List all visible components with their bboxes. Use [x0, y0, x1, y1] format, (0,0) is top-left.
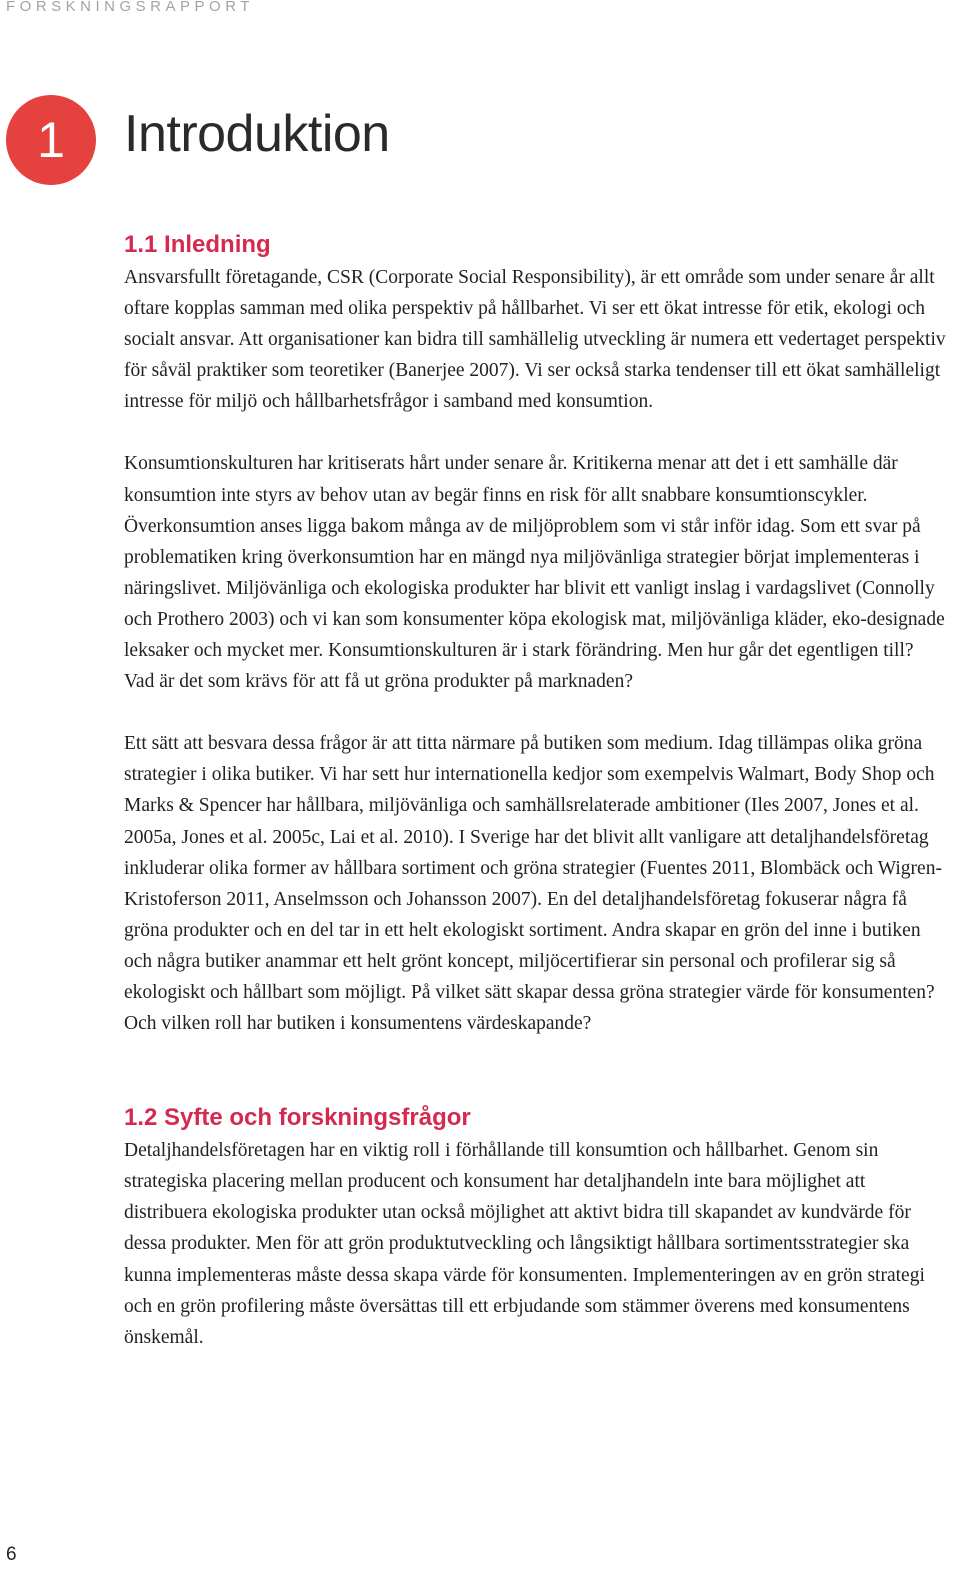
section-inledning — [124, 228, 946, 1039]
chapter-number-badge — [6, 95, 96, 185]
section-heading: 1.1 Inledning — [124, 231, 271, 258]
section-heading: 1.2 Syfte och forskningsfrågor — [124, 1104, 471, 1132]
running-header: FORSKNINGSRAPPORT — [6, 0, 254, 15]
page-number: 6 — [6, 1544, 17, 1565]
chapter-title: Introduktion — [124, 105, 390, 163]
paragraph: Konsumtionskulturen har kritiserats hårt under senare år. Kritikerna menar att det i ett samhälle där konsumtion inte styrs av behov utan av begär finns en risk för allt snabbare konsumtionscykler. Överkonsumtion anses ligga bakom många av de miljöproblem som vi står inför idag. Som ett svar på problematiken kring överkonsumtion har en mängd nya miljövänliga strategier börjat implementeras i näringslivet. Miljövänliga och ekologiska produkter har blivit ett vanligt inslag i vardagslivet (Connolly och Prothero 2003) och vi kan som konsumenter köpa ekologisk mat, miljövänliga kläder, eko-designade leksaker och mycket mer. Konsumtionskulturen är i stark förändring. Men hur går det egentligen till? Vad är det som krävs för att få ut gröna produkter på marknaden? — [124, 453, 945, 693]
document-body — [124, 228, 946, 1353]
paragraph: Ansvarsfullt företagande, CSR (Corporate Social Responsibility), är ett område som under senare år allt oftare kopplas samman med olika perspektiv på hållbarhet. Vi ser ett ökat intresse för etik, ekologi och socialt ansvar. Att organisationer kan bidra till samhällelig utveckling är numera ett vedertaget perspektiv för såväl praktiker som teoretiker (Banerjee 2007). Vi ser också starka tendenser till ett ökat samhälleligt intresse för miljö och hållbarhetsfrågor i samband med konsumtion. — [124, 267, 946, 413]
section-syfte — [124, 1101, 946, 1353]
chapter-number: 1 — [37, 112, 65, 168]
paragraph: Ett sätt att besvara dessa frågor är att titta närmare på butiken som medium. Idag tillämpas olika gröna strategier i olika butiker. Vi har sett hur internationella kedjor som exempelvis Walmart, Body Shop och Marks & Spencer har hållbara, miljövänliga och samhällsrelaterade ambitioner (Iles 2007, Jones et al. 2005a, Jones et al. 2005c, Lai et al. 2010). I Sverige har det blivit allt vanligare att detaljhandelsföretag inkluderar olika former av hållbara sortiment och gröna strategier (Fuentes 2011, Blombäck och Wigren-Kristoferson 2011, Anselmsson och Johansson 2007). En del detaljhandelsföretag fokuserar några få gröna produkter och en del tar in ett helt ekologiskt sortiment. Andra skapar en grön del inne i butiken och några butiker anammar ett helt grönt koncept, miljöcertifierar sin personal och profilerar sig så ekologiskt och hållbart som möjligt. På vilket sätt skapar dessa gröna strategier värde för konsumenten? Och vilken roll har butiken i konsumentens värdeskapande? — [124, 733, 942, 1035]
paragraph: Detaljhandelsföretagen har en viktig roll i förhållande till konsumtion och hållbarhet. Genom sin strategiska placering mellan producent och konsument har detaljhandeln inte bara möjlighet att distribuera ekologiska produkter utan också möjlighet att aktivt bidra till skapandet av kundvärde för dessa produkter. Men för att grön produktutveckling och långsiktigt hållbara sortimentsstrategier ska kunna implementeras måste dessa skapa värde för konsumenten. Implementeringen av en grön strategi och en grön profilering måste översättas till ett erbjudande som stämmer överens med konsumentens önskemål. — [124, 1140, 925, 1348]
